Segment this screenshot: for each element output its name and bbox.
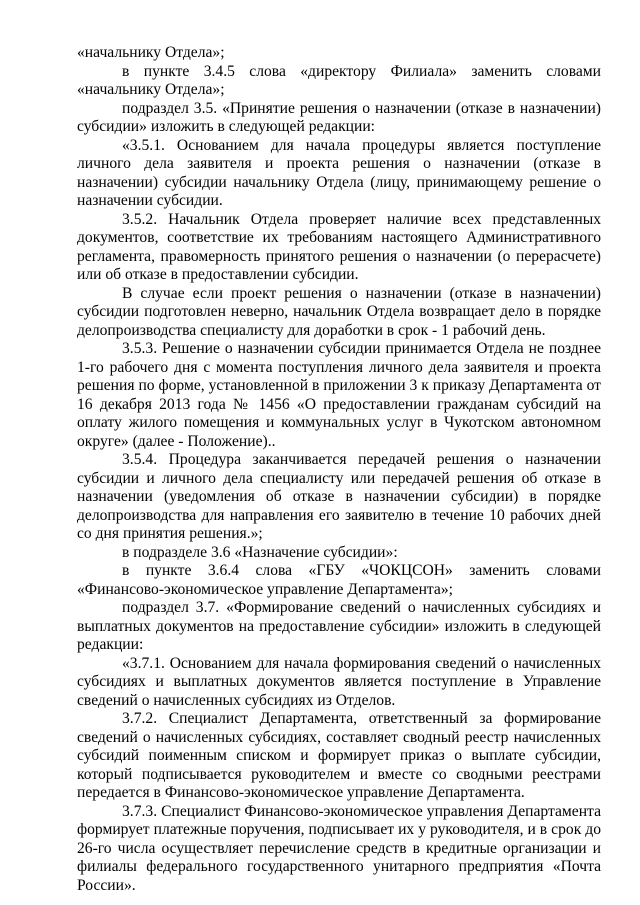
paragraph-4: «3.5.1. Основанием для начала процедуры является поступление личного дела заявителя и проекта решения о назначении (отказе в назначении) субсидии начальнику Отдела (лицу, принимающему решение о назначении субсидии. bbox=[77, 136, 601, 209]
paragraph-13: 3.7.2. Специалист Департамента, ответственный за формирование сведений о начисленных субсидиях, составляет сводный реестр начисленных субсидий поименным списком и формирует приказ о выплате субсидии, который подписывается руководителем и вместе со сводными реестрами передается в Финансово-экономическое управление Департамента. bbox=[77, 710, 601, 801]
paragraph-6: В случае если проект решения о назначении (отказе в назначении) субсидии подготовлен неверно, начальник Отдела возвращает дело в порядке делопроизводства специалисту для доработки в срок - 1 рабочий день. bbox=[77, 284, 601, 339]
paragraph-2: в пункте 3.4.5 слова «директору Филиала» заменить словами «начальнику Отдела»; bbox=[77, 62, 601, 98]
paragraph-7: 3.5.3. Решение о назначении субсидии принимается Отдела не позднее 1-го рабочего дня с момента поступления личного дела заявителя и проекта решения по форме, установленной в приложении 3 к приказу Департамента от 16 декабря 2013 года № 1456 «О предоставлении гражданам субсидий на оплату жилого помещения и коммунальных услуг в Чукотском автономном округе» (далее - Положение).. bbox=[77, 340, 601, 450]
paragraph-12: «3.7.1. Основанием для начала формирования сведений о начисленных субсидиях и выплатных документов является поступление в Управление сведений о начисленных субсидиях из Отделов. bbox=[77, 654, 601, 709]
paragraph-8: 3.5.4. Процедура заканчивается передачей решения о назначении субсидии и личного дела специалисту или передачей решения об отказе в назначении (уведомления об отказе в назначении субсидии) в порядке делопроизводства для направления его заявителю в течение 10 рабочих дней со дня принятия решения.»; bbox=[77, 451, 601, 542]
paragraph-11: подраздел 3.7. «Формирование сведений о начисленных субсидиях и выплатных документов на предоставление субсидии» изложить в следующей редакции: bbox=[77, 599, 601, 653]
paragraph-3: подраздел 3.5. «Принятие решения о назначении (отказе в назначении) субсидии» изложить в следующей редакции: bbox=[77, 99, 601, 135]
paragraph-5: 3.5.2. Начальник Отдела проверяет наличие всех представленных документов, соответствие их требованиям настоящего Административного регламента, правомерность принятого решения о назначении (о перерасчете) или об отказе в предоставлении субсидии. bbox=[77, 210, 601, 283]
paragraph-14: 3.7.3. Специалист Финансово-экономическое управления Департамента формирует платежные поручения, подписывает их у руководителя, и в срок до 26-го числа осуществляет перечисление средств в кредитные организации и филиалы федерального государственного унитарного предприятия «Почта России». bbox=[77, 802, 601, 894]
paragraph-10: в пункте 3.6.4 слова «ГБУ «ЧОКЦСОН» заменить словами «Финансово-экономическое управление Департамента»; bbox=[77, 562, 601, 598]
paragraph-9: в подразделе 3.6 «Назначение субсидии»: bbox=[122, 543, 398, 561]
paragraph-1: «начальнику Отдела»; bbox=[77, 44, 225, 61]
document-page bbox=[77, 44, 601, 895]
